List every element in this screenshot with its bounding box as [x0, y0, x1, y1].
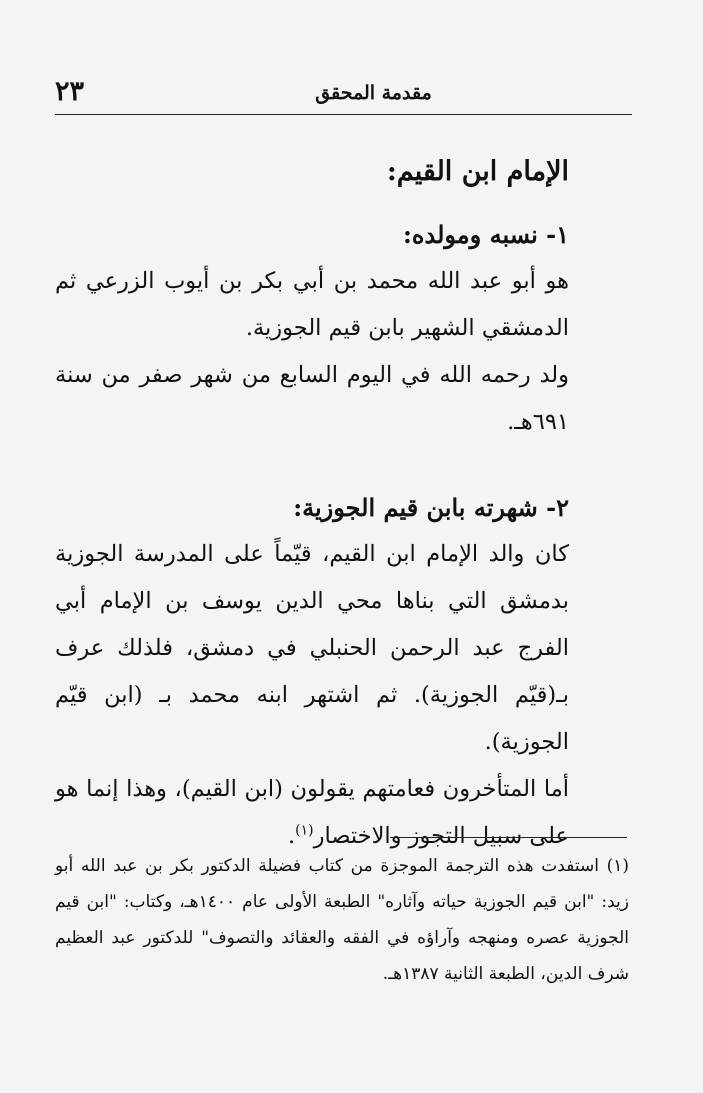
- paragraph-lineage: هو أبو عبد الله محمد بن أبي بكر بن أيوب الزرعي ثم الدمشقي الشهير بابن قيم الجوزية.: [55, 268, 569, 341]
- section-heading-fame: ٢- شهرته بابن قيم الجوزية:: [293, 493, 569, 522]
- footnote-text: (١) استفدت هذه الترجمة الموجزة من كتاب فضيلة الدكتور بكر بن عبد الله أبو زيد: "ابن قيم الجوزية حياته وآثاره" الطبعة الأولى عام ١٤٠٠هـ، وكتاب: "ابن قيم الجوزية عصره ومنهجه وآراؤه في الفقه والعقائد والتصوف" للدكتور عبد العظيم شرف الدين، الطبعة الثانية ١٣٨٧هـ.: [55, 856, 629, 984]
- section-spacer: [55, 446, 569, 484]
- footnote-reference[interactable]: (١): [295, 822, 314, 839]
- footnote: [55, 848, 629, 992]
- paragraph-birth: ولد رحمه الله في اليوم السابع من شهر صفر من سنة ٦٩١هـ.: [55, 362, 569, 435]
- section-heading-lineage: ١- نسبه ومولده:: [403, 220, 569, 249]
- footnote-rule: [390, 837, 627, 838]
- running-title: مقدمة المحقق: [315, 82, 432, 104]
- header-rule: [55, 114, 632, 115]
- page-number: ٢٣: [55, 76, 85, 107]
- main-heading: الإمام ابن القيم:: [386, 156, 569, 187]
- paragraph-later-usage-text: أما المتأخرون فعامتهم يقولون (ابن القيم)، وهذا إنما هو على سبيل التجوز والاختصار: [55, 776, 569, 849]
- paragraph-fame: كان والد الإمام ابن القيم، قيّماً على المدرسة الجوزية بدمشق التي بناها محي الدين يوسف بن الإمام أبي الفرج عبد الرحمن الحنبلي في دمشق، فلذلك عرف بـ(قيّم الجوزية). ثم اشتهر ابنه محمد بـ (ابن قيّم الجوزية).: [55, 541, 569, 755]
- paragraph-later-usage: [55, 766, 569, 860]
- page-header: [55, 64, 632, 114]
- main-text: [55, 148, 569, 860]
- paragraph-later-usage-end: .: [288, 823, 296, 849]
